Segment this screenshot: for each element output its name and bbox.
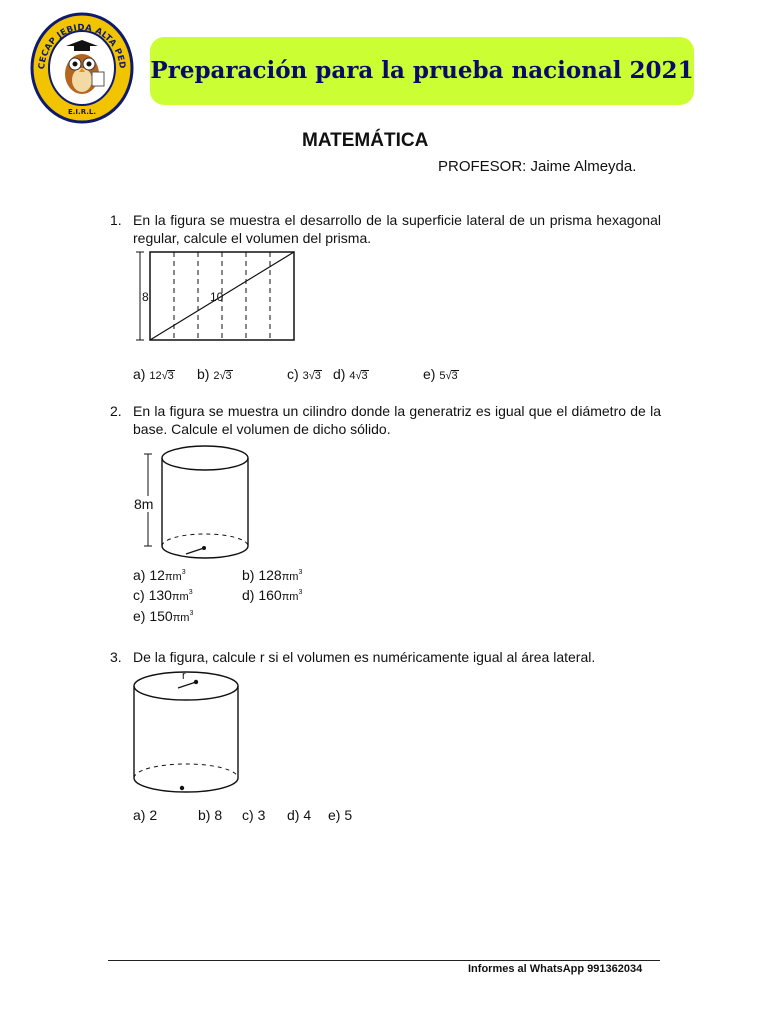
option-label: a) bbox=[133, 807, 146, 823]
unit: m bbox=[289, 571, 299, 583]
pi-symbol: π bbox=[281, 571, 290, 583]
question-text: En la figura se muestra el desarrollo de la superficie lateral de un prisma hexagonal regular, calcule el volumen del prisma. bbox=[133, 212, 661, 246]
unit: m bbox=[289, 591, 299, 603]
option-coef: 5 bbox=[439, 370, 446, 382]
pi-symbol: π bbox=[171, 591, 180, 603]
option-label: b) bbox=[242, 567, 255, 583]
option-value: 130 bbox=[148, 587, 172, 603]
option-e bbox=[133, 608, 193, 624]
option-value: 4 bbox=[303, 807, 312, 823]
exponent: 3 bbox=[181, 569, 186, 576]
question-number: 2. bbox=[110, 403, 122, 419]
question-number: 3. bbox=[110, 649, 122, 665]
unit: m bbox=[180, 612, 190, 624]
option-label: b) bbox=[198, 807, 211, 823]
unit: m bbox=[179, 591, 189, 603]
option-a bbox=[133, 567, 186, 583]
option-value: 128 bbox=[258, 567, 282, 583]
option-label: d) bbox=[333, 366, 346, 382]
prism-net-figure bbox=[134, 248, 304, 348]
option-root: 3 bbox=[167, 370, 174, 382]
option-coef: 3 bbox=[302, 370, 309, 382]
pi-symbol: π bbox=[164, 571, 173, 583]
option-root: 3 bbox=[225, 370, 232, 382]
page-title: Preparación para la prueba nacional 2021 bbox=[150, 57, 694, 84]
radius-label: r bbox=[182, 670, 186, 682]
option-label: a) bbox=[133, 366, 146, 382]
logo bbox=[30, 12, 134, 124]
option-value: 3 bbox=[257, 807, 266, 823]
option-c bbox=[133, 587, 193, 603]
option-label: c) bbox=[287, 366, 299, 382]
subject-heading: MATEMÁTICA bbox=[302, 130, 429, 151]
options-q3 bbox=[133, 807, 393, 825]
option-label: e) bbox=[423, 366, 436, 382]
question-text: En la figura se muestra un cilindro donde la generatriz es igual que el diámetro de la base. Calcule el volumen de dicho sólido. bbox=[133, 403, 661, 437]
logo-ring-text: CECAP JEBIDA ALTA PED bbox=[37, 22, 127, 70]
option-label: d) bbox=[242, 587, 255, 603]
option-value: 160 bbox=[258, 587, 282, 603]
option-value: 5 bbox=[344, 807, 353, 823]
teacher-name: PROFESOR: Jaime Almeyda. bbox=[438, 158, 637, 175]
option-root: 3 bbox=[361, 370, 368, 382]
option-value: 2 bbox=[149, 807, 158, 823]
pi-symbol: π bbox=[281, 591, 290, 603]
option-label: b) bbox=[197, 366, 210, 382]
option-label: d) bbox=[287, 807, 300, 823]
option-label: a) bbox=[133, 567, 146, 583]
exponent: 3 bbox=[188, 589, 193, 596]
pi-symbol: π bbox=[172, 612, 181, 624]
option-coef: 12 bbox=[149, 370, 162, 382]
option-value: 8 bbox=[214, 807, 223, 823]
option-label: e) bbox=[133, 608, 146, 624]
option-label: c) bbox=[242, 807, 254, 823]
option-value: 12 bbox=[149, 567, 165, 583]
height-label: 8m bbox=[134, 496, 154, 512]
option-label: c) bbox=[133, 587, 145, 603]
height-label: 8 bbox=[142, 290, 149, 304]
option-d bbox=[242, 587, 302, 603]
exponent: 3 bbox=[298, 589, 303, 596]
option-root: 3 bbox=[451, 370, 458, 382]
option-label: e) bbox=[328, 807, 341, 823]
options-q1: a) 12√3 b) 2√3 c) 3√3 d) 4√3 e) 5√3 bbox=[133, 366, 458, 382]
logo-suffix: E.I.R.L. bbox=[67, 108, 97, 116]
option-coef: 2 bbox=[213, 370, 220, 382]
question-text: De la figura, calcule r si el volumen es numéricamente igual al área lateral. bbox=[133, 649, 596, 665]
option-root: 3 bbox=[314, 370, 321, 382]
option-value: 150 bbox=[149, 608, 173, 624]
question-number: 1. bbox=[110, 212, 122, 228]
option-b bbox=[242, 567, 302, 583]
unit: m bbox=[172, 571, 182, 583]
exponent: 3 bbox=[189, 610, 194, 617]
footer-divider bbox=[108, 960, 660, 961]
diagonal-label: 10 bbox=[210, 290, 224, 304]
option-coef: 4 bbox=[349, 370, 356, 382]
cylinder-figure-q2 bbox=[130, 442, 260, 564]
footer-contact: Informes al WhatsApp 991362034 bbox=[468, 963, 643, 975]
exponent: 3 bbox=[298, 569, 303, 576]
title-banner bbox=[150, 37, 694, 105]
cylinder-figure-q3 bbox=[128, 666, 244, 800]
